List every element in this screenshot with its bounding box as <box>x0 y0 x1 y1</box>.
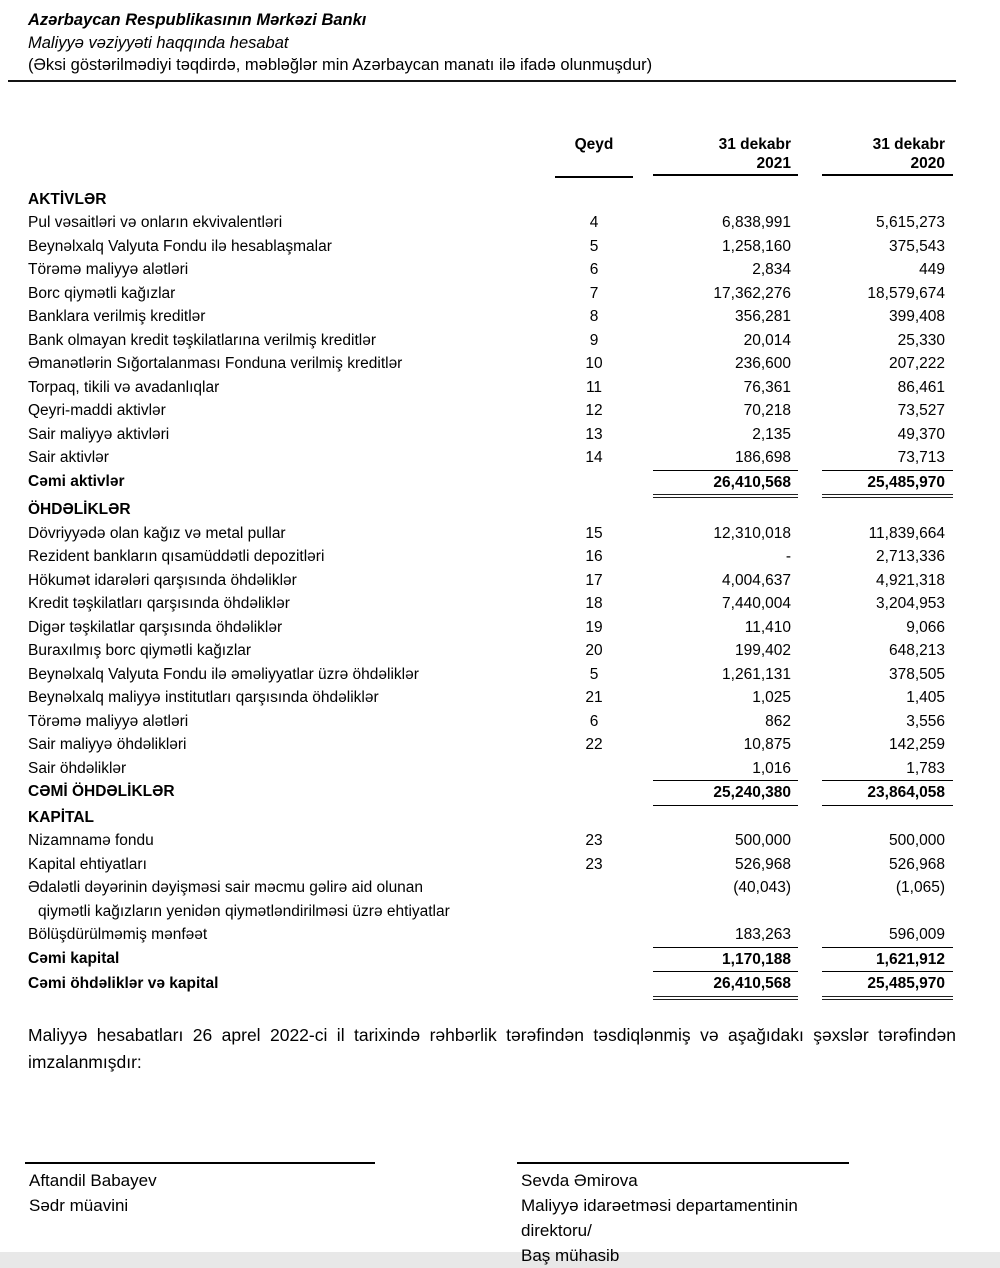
row-value-2020: 25,485,970 <box>822 470 953 499</box>
row-note-ref: 11 <box>585 378 603 396</box>
row-value-2020: 3,556 <box>906 712 945 730</box>
row-value-2021: 26,410,568 <box>653 972 798 1000</box>
signer-title-right-1: Maliyyə idarəetməsi departamentinin direktoru/ <box>521 1196 798 1240</box>
table-row <box>28 498 953 522</box>
row-value-2020: 1,621,912 <box>822 947 953 973</box>
table-row <box>28 211 953 235</box>
row-note-ref: 20 <box>585 642 603 659</box>
row-note-ref: 23 <box>585 855 603 873</box>
row-label: Törəmə maliyyə alətləri <box>28 712 189 730</box>
row-label: Bank olmayan kredit təşkilatlarına verilmiş kreditlər <box>28 331 377 349</box>
table-row <box>28 235 953 259</box>
year-2020: 2020 <box>910 154 945 172</box>
row-label: Torpaq, tikili və avadanlıqlar <box>28 378 220 396</box>
row-value-2021: 11,410 <box>744 618 791 636</box>
row-note-ref: 6 <box>589 261 599 278</box>
row-label: Cəmi aktivlər <box>28 472 125 490</box>
row-value-2021: 199,402 <box>734 642 791 659</box>
row-label: Dövriyyədə olan kağız və metal pullar <box>28 524 286 542</box>
row-value-2021: 862 <box>765 712 791 730</box>
signer-title-left: Sədr müavini <box>29 1196 129 1215</box>
row-value-2020: 399,408 <box>888 308 945 325</box>
row-value-2020: 1,405 <box>906 689 945 706</box>
currency-note: (Əksi göstərilmədiyi təqdirdə, məbləğlər min Azərbaycan manatı ilə ifadə olunmuşdur) <box>28 56 653 74</box>
row-value-2021: 1,261,131 <box>722 665 791 683</box>
row-note-ref: 18 <box>585 595 603 612</box>
row-value-2021: 4,004,637 <box>722 571 791 589</box>
row-value-2021: 26,410,568 <box>653 470 798 499</box>
row-value-2021: 500,000 <box>734 832 791 849</box>
table-row <box>28 853 953 877</box>
signer-name-left: Aftandil Babayev <box>29 1171 157 1190</box>
row-value-2020: 500,000 <box>888 832 945 849</box>
bank-name: Azərbaycan Respublikasının Mərkəzi Bankı <box>28 11 367 29</box>
table-row <box>28 947 953 973</box>
date-label-2020: 31 dekabr <box>872 135 945 153</box>
row-label: Sair aktivlər <box>28 449 109 466</box>
table-row <box>28 616 953 640</box>
column-header-2021 <box>653 135 798 176</box>
table-row <box>28 376 953 400</box>
row-value-2021: 6,838,991 <box>722 214 791 231</box>
table-row <box>28 258 953 282</box>
table-row <box>28 733 953 757</box>
row-label: Kapital ehtiyatları <box>28 855 147 873</box>
signature-right <box>517 1162 849 1268</box>
column-header-2020 <box>822 135 953 176</box>
row-value-2020: 86,461 <box>897 378 945 396</box>
row-note-ref: 5 <box>589 665 599 683</box>
table-row <box>28 522 953 546</box>
row-label: Pul vəsaitləri və onların ekvivalentləri <box>28 214 283 231</box>
row-note-ref: 23 <box>585 832 603 849</box>
table-row <box>28 188 953 212</box>
signature-block <box>25 1162 849 1268</box>
row-label: Hökumət idarələri qarşısında öhdəliklər <box>28 571 297 589</box>
row-value-2021: (40,043) <box>733 879 791 896</box>
table-row <box>28 829 953 853</box>
row-value-2021: 1,016 <box>752 759 791 777</box>
row-value-2020: 142,259 <box>888 736 945 753</box>
row-value-2021: 2,135 <box>752 425 791 443</box>
row-note-ref: 15 <box>585 524 603 542</box>
row-label: Əmanətlərin Sığortalanması Fonduna verilmiş kreditlər <box>28 355 403 372</box>
row-value-2020: 4,921,318 <box>876 571 945 589</box>
table-row <box>28 352 953 376</box>
row-note-ref: 8 <box>589 308 599 325</box>
header-rule <box>8 80 956 82</box>
row-label: Cəmi kapital <box>28 949 120 967</box>
row-label: Buraxılmış borc qiymətli kağızlar <box>28 642 252 659</box>
row-note-ref: 21 <box>585 689 603 706</box>
row-value-2021: 1,258,160 <box>722 237 791 255</box>
row-value-2020: 648,213 <box>888 642 945 659</box>
row-value-2020: 25,485,970 <box>822 972 953 1000</box>
row-value-2021: 25,240,380 <box>653 780 798 806</box>
row-note-ref: 6 <box>589 712 599 730</box>
row-label: Qeyri-maddi aktivlər <box>28 402 166 419</box>
row-value-2021: 236,600 <box>734 355 791 372</box>
row-value-2020: 23,864,058 <box>822 780 953 806</box>
signature-line-left <box>25 1162 375 1164</box>
signer-name-right: Sevda Əmirova <box>521 1171 638 1190</box>
row-label: ÖHDƏLİKLƏR <box>28 501 131 518</box>
table-row <box>28 446 953 470</box>
year-2021: 2021 <box>756 154 791 172</box>
row-note-ref: 12 <box>585 402 603 419</box>
row-label: Törəmə maliyyə alətləri <box>28 261 189 278</box>
row-value-2020: 375,543 <box>888 237 945 255</box>
table-row <box>28 399 953 423</box>
row-note-ref: 5 <box>589 237 599 255</box>
balance-sheet-rows <box>28 188 953 1000</box>
row-value-2020: 596,009 <box>888 926 945 943</box>
row-value-2021: 186,698 <box>734 449 791 466</box>
row-label: KAPİTAL <box>28 808 95 826</box>
row-value-2020: 526,968 <box>888 855 945 873</box>
table-row <box>28 470 953 499</box>
row-value-2021: 1,170,188 <box>653 947 798 973</box>
row-label: Digər təşkilatlar qarşısında öhdəliklər <box>28 618 283 636</box>
table-row <box>28 545 953 569</box>
row-value-2020: 73,527 <box>897 402 945 419</box>
row-value-2020: 73,713 <box>897 449 945 466</box>
row-value-2021: 20,014 <box>743 331 791 349</box>
row-label: Kredit təşkilatları qarşısında öhdəliklər <box>28 595 290 612</box>
row-value-2020: 449 <box>919 261 945 278</box>
row-label: Sair maliyyə aktivləri <box>28 425 170 443</box>
signature-line-right <box>517 1162 849 1164</box>
row-label: AKTİVLƏR <box>28 190 107 208</box>
row-label: Beynəlxalq maliyyə institutları qarşısında öhdəliklər <box>28 689 379 706</box>
row-value-2021: 183,263 <box>734 926 791 943</box>
row-value-2020: 11,839,664 <box>868 524 945 542</box>
row-value-2020: 1,783 <box>906 759 945 777</box>
row-label: Banklara verilmiş kreditlər <box>28 308 206 325</box>
report-title: Maliyyə vəziyyəti haqqında hesabat <box>28 33 289 52</box>
table-row <box>28 806 953 830</box>
row-value-2020: 25,330 <box>897 331 945 349</box>
row-value-2020: 18,579,674 <box>867 284 945 302</box>
row-value-2021: 1,025 <box>752 689 791 706</box>
row-value-2020: 3,204,953 <box>876 595 945 612</box>
signature-left <box>25 1162 375 1268</box>
row-value-2020: 207,222 <box>888 355 945 372</box>
row-label: Cəmi öhdəliklər və kapital <box>28 975 219 992</box>
signer-title-right-2: Baş mühasib <box>521 1246 620 1265</box>
table-row <box>28 282 953 306</box>
note-column-header: Qeyd <box>555 135 633 178</box>
row-value-2020: (1,065) <box>895 879 945 896</box>
table-row <box>28 876 953 923</box>
row-value-2021: 12,310,018 <box>713 524 791 542</box>
table-row <box>28 639 953 663</box>
row-value-2021: 76,361 <box>743 378 791 396</box>
row-value-2020: 9,066 <box>906 618 945 636</box>
table-row <box>28 757 953 781</box>
table-row <box>28 686 953 710</box>
document-header <box>28 0 953 77</box>
row-label: Sair maliyyə öhdəlikləri <box>28 736 187 753</box>
row-value-2021: 2,834 <box>752 261 791 278</box>
row-note-ref: 22 <box>585 736 603 753</box>
date-label-2021: 31 dekabr <box>718 135 791 153</box>
table-row <box>28 710 953 734</box>
approval-statement: Maliyyə hesabatları 26 aprel 2022-ci il tarixində rəhbərlik tərəfindən təsdiqlənmiş və aşağıdakı şəxslər tərəfindən imzalanmışdır: <box>28 1024 956 1072</box>
row-value-2021: 70,218 <box>743 402 791 419</box>
row-value-2020: 378,505 <box>888 665 945 683</box>
row-value-2020: 5,615,273 <box>876 214 945 231</box>
table-row <box>28 923 953 947</box>
label-column-header <box>28 135 555 176</box>
table-row <box>28 972 953 1000</box>
row-note-ref: 7 <box>589 284 599 302</box>
row-value-2021: 10,875 <box>743 736 791 753</box>
row-note-ref: 14 <box>585 449 603 466</box>
row-label: Bölüşdürülməmiş mənfəət <box>28 926 208 943</box>
table-row <box>28 569 953 593</box>
table-row <box>28 305 953 329</box>
table-row <box>28 663 953 687</box>
row-note-ref: 17 <box>585 571 603 589</box>
row-note-ref: 16 <box>585 548 603 565</box>
row-note-ref: 10 <box>585 355 603 372</box>
row-value-2021: 356,281 <box>734 308 791 325</box>
row-note-ref: 13 <box>585 425 603 443</box>
row-label: Sair öhdəliklər <box>28 759 127 777</box>
table-row <box>28 592 953 616</box>
table-row <box>28 423 953 447</box>
row-label: Ədalətli dəyərinin dəyişməsi sair məcmu gəlirə aid olunan qiymətli kağızların yenidən qiymətləndirilməsi üzrə ehtiyatlar <box>28 879 450 920</box>
row-value-2020: 2,713,336 <box>876 548 945 565</box>
row-label: Beynəlxalq Valyuta Fondu ilə əməliyyatlar üzrə öhdəliklər <box>28 665 419 683</box>
row-label: Nizamnamə fondu <box>28 832 154 849</box>
row-label: Beynəlxalq Valyuta Fondu ilə hesablaşmalar <box>28 237 332 255</box>
table-row <box>28 780 953 806</box>
row-note-ref: 9 <box>589 331 599 349</box>
row-label: Borc qiymətli kağızlar <box>28 284 176 302</box>
row-note-ref: 19 <box>585 618 603 636</box>
row-value-2020: 49,370 <box>897 425 945 443</box>
row-value-2021: 526,968 <box>734 855 791 873</box>
table-row <box>28 329 953 353</box>
row-value-2021: - <box>785 548 791 565</box>
row-note-ref: 4 <box>589 214 599 231</box>
row-value-2021: 7,440,004 <box>722 595 791 612</box>
row-label: CƏMİ ÖHDƏLİKLƏR <box>28 783 175 800</box>
row-label: Rezident bankların qısamüddətli depozitləri <box>28 548 325 565</box>
row-value-2021: 17,362,276 <box>713 284 791 302</box>
table-header <box>28 135 953 178</box>
